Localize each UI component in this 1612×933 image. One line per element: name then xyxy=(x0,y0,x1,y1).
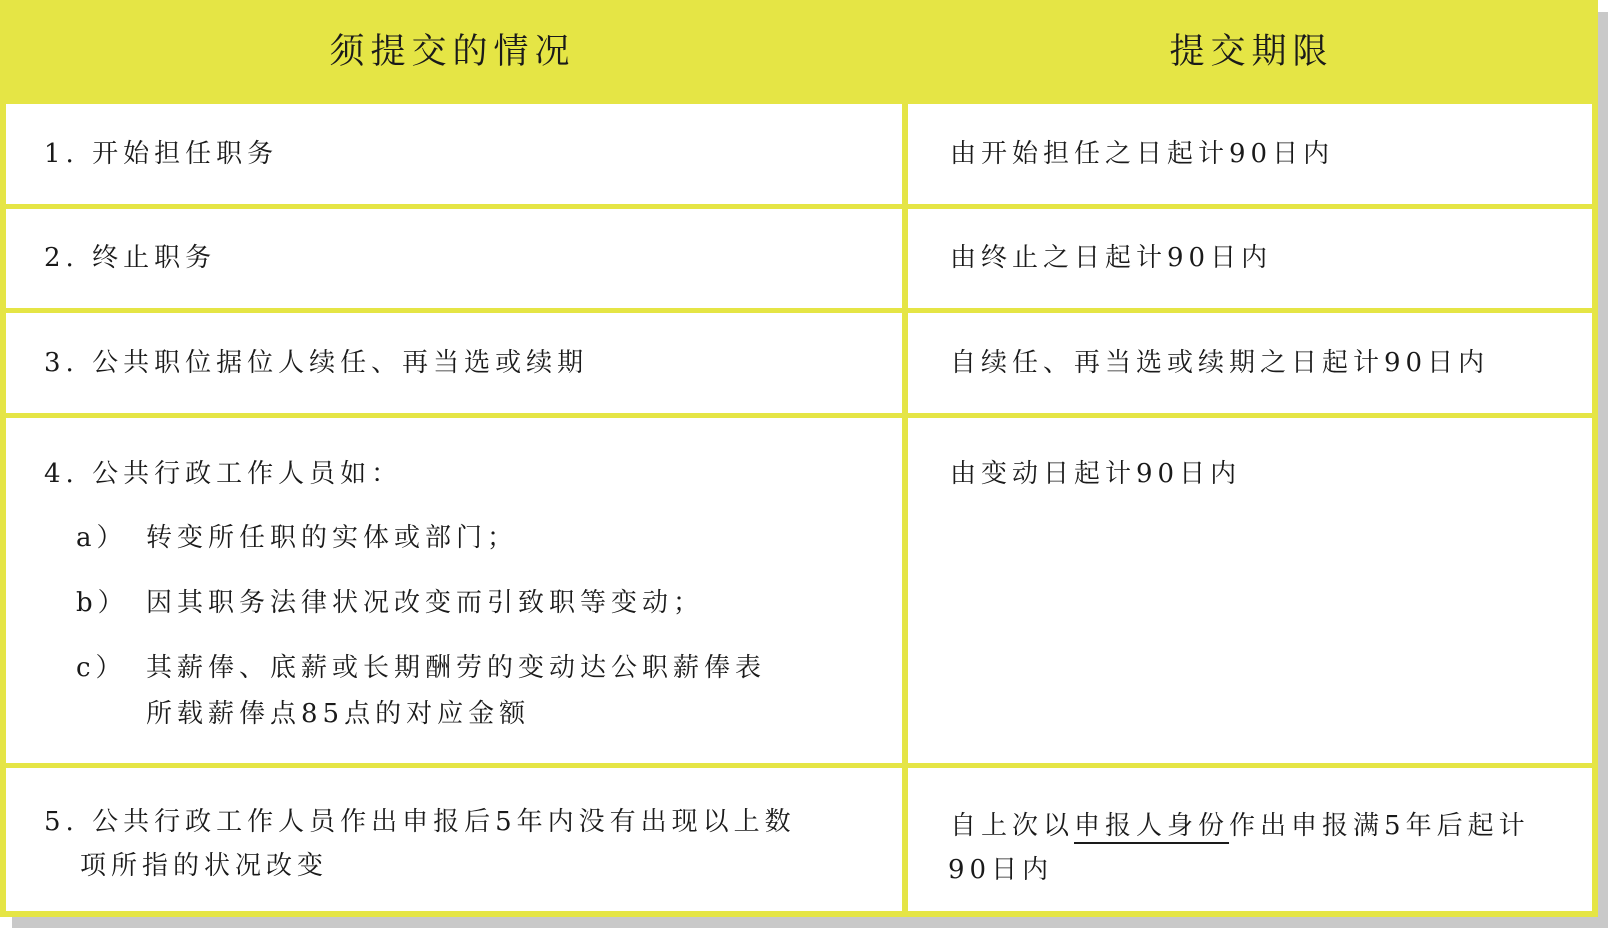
table-row-4-deadline xyxy=(908,418,1592,763)
table-row-2-deadline xyxy=(908,209,1592,308)
item-text-a: 转变所任职的实体或部门； xyxy=(146,523,519,553)
situation-text: 3. 公共职位据位人续任、再当选或续期 xyxy=(44,348,589,378)
deadline-text-post: 作出申报满5年后起计 xyxy=(1229,811,1530,841)
item-text-c-line2: 所载薪俸点85点的对应金额 xyxy=(146,699,531,729)
table-row-3-situation xyxy=(6,313,902,413)
item-text-c: 其薪俸、底薪或长期酬劳的变动达公职薪俸表 xyxy=(146,653,767,683)
situation-text: 1. 开始担任职务 xyxy=(44,139,279,169)
table-row-5-deadline xyxy=(908,768,1592,911)
item-marker-c: c） xyxy=(76,653,127,683)
deadline-text: 由变动日起计90日内 xyxy=(950,459,1242,489)
table-header xyxy=(0,0,1598,104)
header-situation: 须提交的情况 xyxy=(329,32,576,72)
table-row-3-deadline xyxy=(908,313,1592,413)
header-deadline: 提交期限 xyxy=(1169,32,1334,72)
table-row-1-deadline xyxy=(908,104,1592,204)
situation-text: 2. 终止职务 xyxy=(44,243,217,273)
table-row-1-situation xyxy=(6,104,902,204)
situation-text-line2: 项所指的状况改变 xyxy=(80,851,329,881)
item-marker-a: a） xyxy=(76,523,128,553)
item-text-b: 因其职务法律状况改变而引致职等变动； xyxy=(146,588,705,618)
declarant-link[interactable]: 申报人身份 xyxy=(1074,811,1230,841)
deadline-text xyxy=(950,804,1530,848)
table-row-4-situation xyxy=(6,418,902,763)
table-row-5-situation xyxy=(6,768,902,911)
situation-text: 4. 公共行政工作人员如： xyxy=(44,459,403,489)
item-marker-b: b） xyxy=(76,588,129,618)
deadline-text: 由开始担任之日起计90日内 xyxy=(950,139,1335,169)
deadline-text-pre: 自上次以 xyxy=(950,811,1075,841)
situation-text: 5. 公共行政工作人员作出申报后5年内没有出现以上数 xyxy=(44,807,796,837)
deadline-text: 自续任、再当选或续期之日起计90日内 xyxy=(950,348,1490,378)
deadline-text-line2: 90日内 xyxy=(948,855,1054,885)
deadline-text: 由终止之日起计90日内 xyxy=(950,243,1273,273)
table-row-2-situation xyxy=(6,209,902,308)
